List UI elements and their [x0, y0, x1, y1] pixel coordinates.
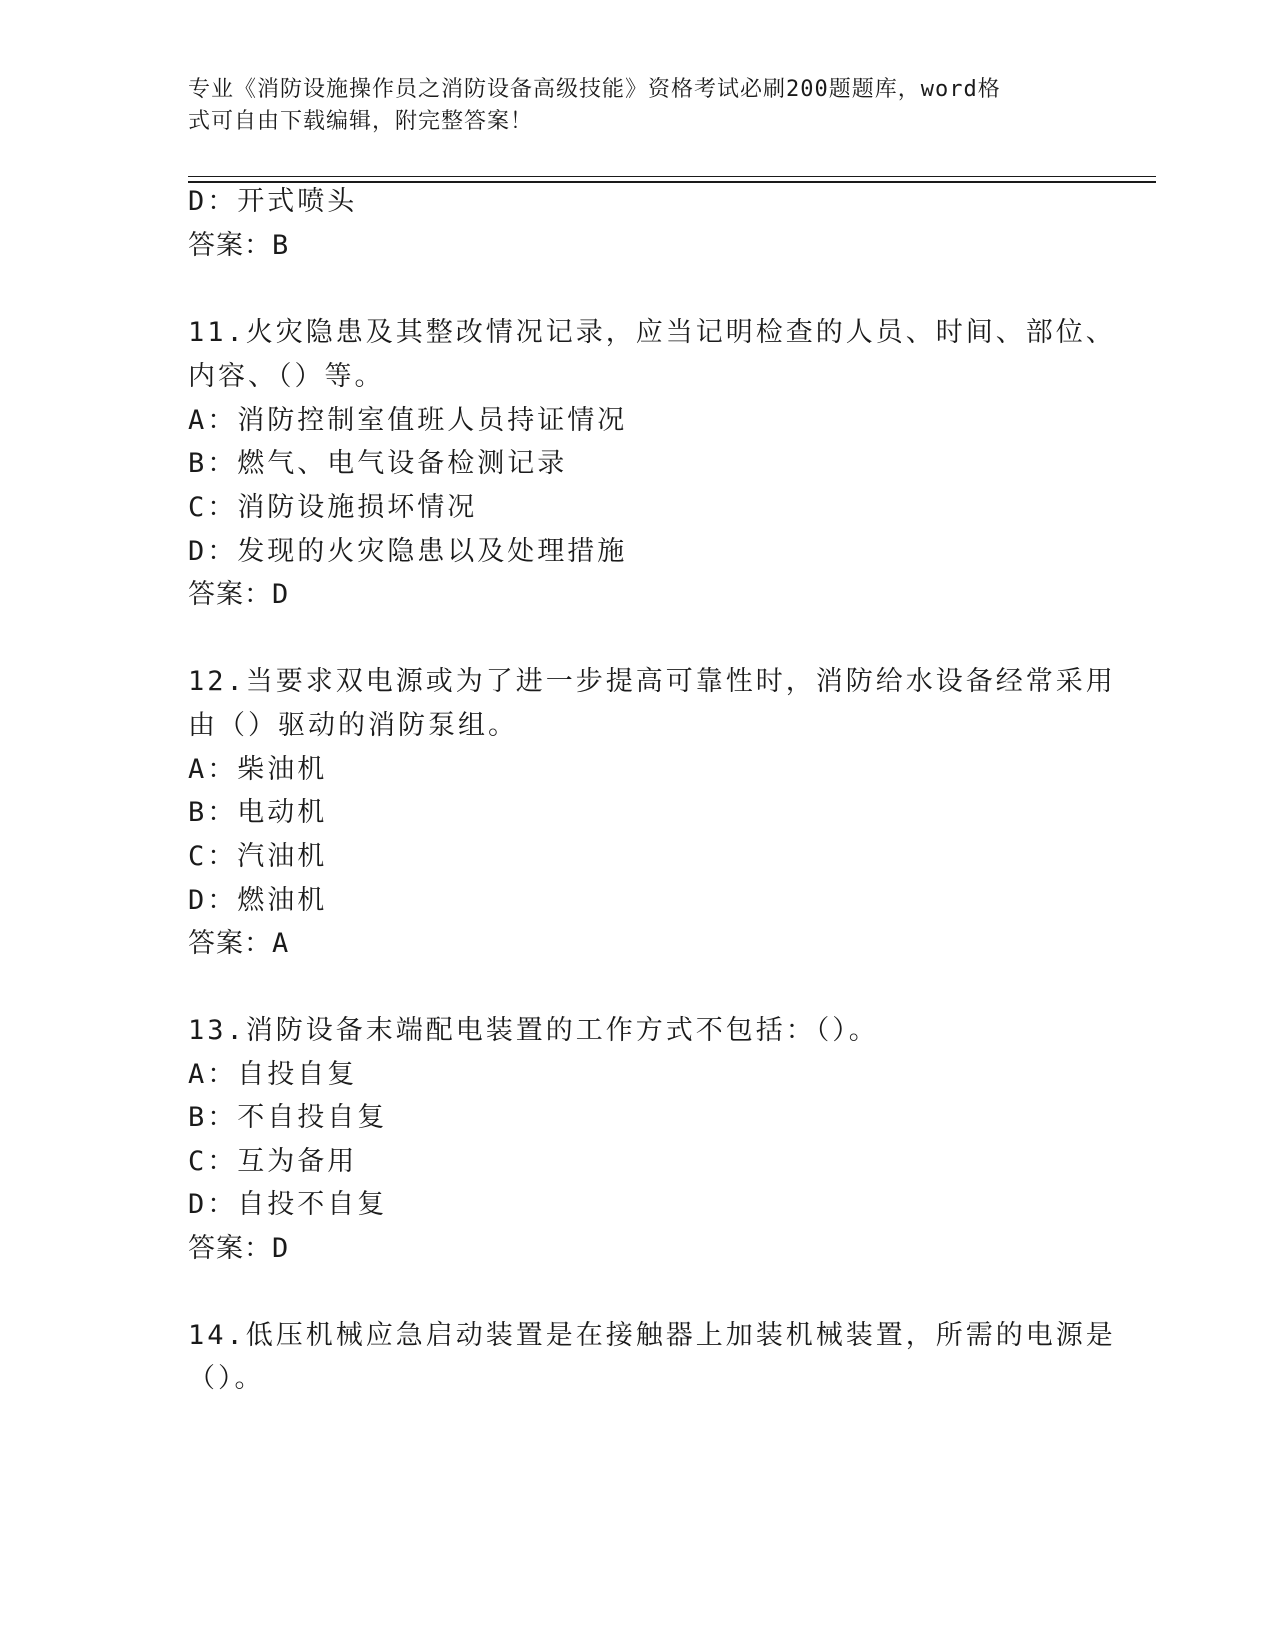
answer-value: B: [272, 230, 290, 261]
answer-label: 答案：: [188, 1233, 272, 1264]
question-11-stem-line-1: 11.火灾隐患及其整改情况记录，应当记明检查的人员、时间、部位、: [188, 317, 1116, 348]
question-11-option-d: D：发现的火灾隐患以及处理措施: [188, 536, 628, 567]
question-12-stem-line-2: 由（）驱动的消防泵组。: [188, 710, 518, 741]
answer-value: A: [272, 928, 290, 959]
header-line-1: 专业《消防设施操作员之消防设备高级技能》资格考试必刷200题题库，word格: [188, 77, 1001, 102]
question-14-stem-line-1: 14.低压机械应急启动装置是在接触器上加装机械装置，所需的电源是: [188, 1320, 1116, 1351]
question-13-option-a: A：自投自复: [188, 1059, 358, 1090]
question-12-option-a: A：柴油机: [188, 754, 328, 785]
question-13-option-c: C：互为备用: [188, 1146, 358, 1177]
question-12-stem-line-1: 12.当要求双电源或为了进一步提高可靠性时，消防给水设备经常采用: [188, 666, 1116, 697]
answer-value: D: [272, 579, 290, 610]
answer-label: 答案：: [188, 928, 272, 959]
prev-answer: [188, 228, 289, 264]
header-divider-bottom: [188, 181, 1156, 183]
question-14-stem-line-2: （）。: [188, 1363, 265, 1394]
question-13-stem-line-1: 13.消防设备末端配电装置的工作方式不包括：（）。: [188, 1015, 879, 1046]
question-11-option-c: C：消防设施损坏情况: [188, 492, 478, 523]
answer-value: D: [272, 1233, 290, 1264]
answer-label: 答案：: [188, 579, 272, 610]
question-11-stem-line-2: 内容、（）等。: [188, 361, 385, 392]
answer-label: 答案：: [188, 230, 272, 261]
question-12-option-d: D：燃油机: [188, 885, 328, 916]
header-divider-top: [188, 176, 1156, 177]
header-line-2: 式可自由下载编辑，附完整答案！: [188, 109, 534, 134]
question-12-option-b: B：电动机: [188, 797, 328, 828]
question-13-option-b: B：不自投自复: [188, 1102, 388, 1133]
document-header: [188, 74, 1068, 138]
question-11-option-a: A：消防控制室值班人员持证情况: [188, 405, 628, 436]
question-13-option-d: D：自投不自复: [188, 1189, 388, 1220]
question-11-option-b: B：燃气、电气设备检测记录: [188, 448, 568, 479]
question-11-answer: [188, 577, 289, 613]
prev-option-d: D：开式喷头: [188, 186, 358, 217]
question-12-answer: [188, 926, 289, 962]
question-12-option-c: C：汽油机: [188, 841, 328, 872]
question-13-answer: [188, 1231, 289, 1267]
